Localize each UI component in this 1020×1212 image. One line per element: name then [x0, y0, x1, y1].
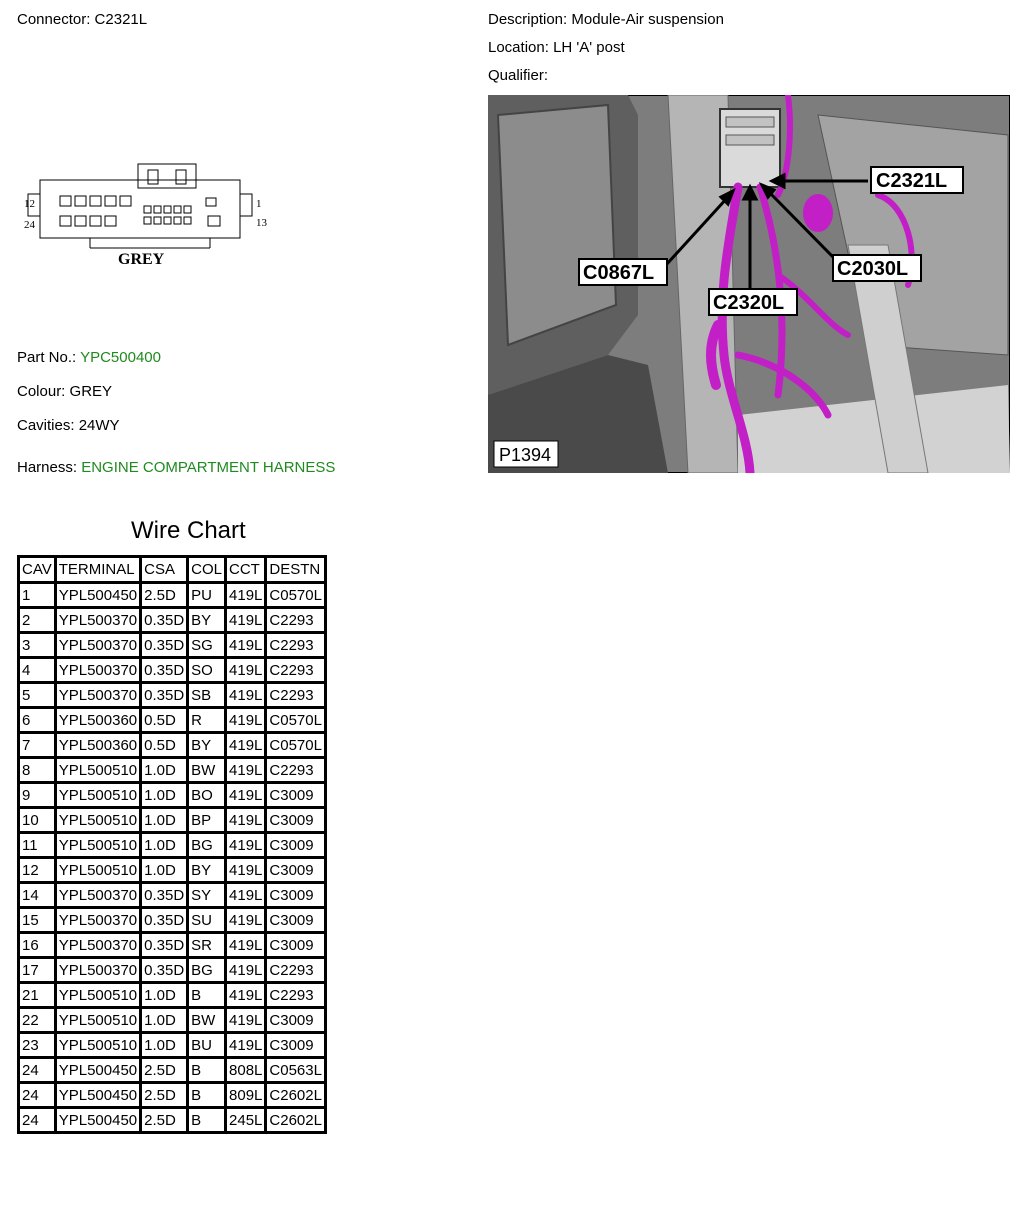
table-row: [19, 608, 326, 633]
table-row: [19, 758, 326, 783]
pin-label-13: 13: [256, 217, 267, 229]
cell-terminal: YPL500450: [55, 1108, 140, 1133]
harness-link[interactable]: ENGINE COMPARTMENT HARNESS: [81, 459, 336, 476]
cell-cct: 245L: [226, 1108, 266, 1133]
cell-cav: 17: [19, 958, 56, 983]
cell-cav: 21: [19, 983, 56, 1008]
cell-cav: 24: [19, 1108, 56, 1133]
cell-cav: 7: [19, 733, 56, 758]
cell-cav: 5: [19, 683, 56, 708]
cell-csa: 0.35D: [141, 883, 188, 908]
cell-cct: 419L: [226, 883, 266, 908]
connector-value: C2321L: [94, 11, 148, 28]
cell-cct: 419L: [226, 808, 266, 833]
cell-col: BY: [188, 733, 226, 758]
cell-csa: 1.0D: [141, 983, 188, 1008]
pin-label-1: 1: [256, 198, 262, 210]
table-row: [19, 958, 326, 983]
cell-cav: 10: [19, 808, 56, 833]
cavities-label: Cavities:: [17, 417, 75, 434]
cell-destn: C2293: [266, 683, 326, 708]
cell-csa: 2.5D: [141, 1083, 188, 1108]
cell-cct: 419L: [226, 608, 266, 633]
cell-cct: 419L: [226, 733, 266, 758]
cell-cct: 419L: [226, 658, 266, 683]
cell-terminal: YPL500510: [55, 1008, 140, 1033]
cell-cct: 419L: [226, 1008, 266, 1033]
cell-csa: 1.0D: [141, 833, 188, 858]
cell-destn: C3009: [266, 1008, 326, 1033]
colour-field: [17, 383, 112, 400]
cell-col: BP: [188, 808, 226, 833]
cell-csa: 2.5D: [141, 583, 188, 608]
table-row: [19, 633, 326, 658]
cell-col: SR: [188, 933, 226, 958]
cell-csa: 1.0D: [141, 1033, 188, 1058]
cell-cav: 8: [19, 758, 56, 783]
table-row: [19, 783, 326, 808]
column-header-cct: CCT: [226, 557, 266, 583]
table-row: [19, 833, 326, 858]
cell-col: BY: [188, 858, 226, 883]
callout-c2320l: C2320L: [713, 292, 785, 314]
table-row: [19, 583, 326, 608]
cell-cct: 419L: [226, 583, 266, 608]
cell-cct: 419L: [226, 1033, 266, 1058]
cell-cav: 23: [19, 1033, 56, 1058]
cell-destn: C2293: [266, 983, 326, 1008]
connector-face-diagram: [20, 160, 270, 270]
table-row: [19, 883, 326, 908]
wire-chart-table: [17, 555, 327, 1134]
harness-label: Harness:: [17, 459, 78, 476]
cell-destn: C3009: [266, 908, 326, 933]
cell-cct: 419L: [226, 833, 266, 858]
column-header-cav: CAV: [19, 557, 56, 583]
part-number-link[interactable]: YPC500400: [80, 349, 161, 366]
column-header-destn: DESTN: [266, 557, 326, 583]
table-row: [19, 1083, 326, 1108]
cell-col: BO: [188, 783, 226, 808]
description-value: Module-Air suspension: [571, 11, 724, 28]
cell-terminal: YPL500510: [55, 1033, 140, 1058]
cell-cav: 1: [19, 583, 56, 608]
pin-label-12: 12: [24, 198, 35, 210]
cell-destn: C3009: [266, 858, 326, 883]
cell-csa: 2.5D: [141, 1108, 188, 1133]
cell-terminal: YPL500360: [55, 708, 140, 733]
cell-csa: 0.5D: [141, 708, 188, 733]
table-row: [19, 658, 326, 683]
cell-destn: C3009: [266, 883, 326, 908]
colour-label: Colour:: [17, 383, 66, 400]
table-row: [19, 1008, 326, 1033]
cell-cct: 419L: [226, 783, 266, 808]
cell-cav: 6: [19, 708, 56, 733]
photo-ref: P1394: [499, 445, 552, 465]
location-label: Location:: [488, 39, 549, 56]
cell-col: SU: [188, 908, 226, 933]
pin-label-24: 24: [24, 219, 35, 231]
air-suspension-module: [720, 109, 780, 187]
cell-terminal: YPL500370: [55, 958, 140, 983]
cell-col: SB: [188, 683, 226, 708]
cell-cav: 4: [19, 658, 56, 683]
cell-terminal: YPL500370: [55, 883, 140, 908]
table-row: [19, 983, 326, 1008]
cell-destn: C2293: [266, 633, 326, 658]
table-row: [19, 858, 326, 883]
location-value: LH 'A' post: [553, 39, 625, 56]
cell-cct: 419L: [226, 933, 266, 958]
cell-terminal: YPL500360: [55, 733, 140, 758]
wire-chart-header-row: [19, 557, 326, 583]
cell-col: BW: [188, 1008, 226, 1033]
cell-destn: C2293: [266, 608, 326, 633]
cell-destn: C0570L: [266, 733, 326, 758]
cell-col: B: [188, 1058, 226, 1083]
cell-terminal: YPL500370: [55, 908, 140, 933]
cell-destn: C0563L: [266, 1058, 326, 1083]
cell-cct: 419L: [226, 958, 266, 983]
connector-housing: [40, 180, 240, 238]
harness-field: [17, 459, 335, 476]
cell-destn: C0570L: [266, 583, 326, 608]
cell-col: BG: [188, 833, 226, 858]
cell-destn: C2602L: [266, 1083, 326, 1108]
cell-col: B: [188, 1083, 226, 1108]
column-header-csa: CSA: [141, 557, 188, 583]
description-field: [488, 11, 724, 28]
cell-cav: 11: [19, 833, 56, 858]
cell-col: BW: [188, 758, 226, 783]
cell-cct: 808L: [226, 1058, 266, 1083]
cell-cct: 419L: [226, 683, 266, 708]
table-row: [19, 808, 326, 833]
cell-destn: C2602L: [266, 1108, 326, 1133]
table-row: [19, 933, 326, 958]
cell-col: BY: [188, 608, 226, 633]
column-header-terminal: TERMINAL: [55, 557, 140, 583]
cell-terminal: YPL500450: [55, 1083, 140, 1108]
cell-terminal: YPL500510: [55, 783, 140, 808]
cell-csa: 0.35D: [141, 658, 188, 683]
cell-cct: 419L: [226, 758, 266, 783]
cell-cct: 419L: [226, 908, 266, 933]
cell-cav: 22: [19, 1008, 56, 1033]
diagram-caption: GREY: [118, 251, 165, 268]
cell-col: SY: [188, 883, 226, 908]
cell-terminal: YPL500510: [55, 983, 140, 1008]
cell-csa: 1.0D: [141, 758, 188, 783]
cell-csa: 1.0D: [141, 1008, 188, 1033]
callout-c0867l: C0867L: [583, 262, 655, 284]
connector-field: [17, 11, 147, 28]
wire-chart-body: [19, 583, 326, 1133]
cell-cav: 24: [19, 1058, 56, 1083]
table-row: [19, 1108, 326, 1133]
cell-cav: 16: [19, 933, 56, 958]
callout-c2321l: C2321L: [876, 170, 948, 192]
cell-terminal: YPL500370: [55, 658, 140, 683]
qualifier-label: Qualifier:: [488, 67, 549, 84]
cell-terminal: YPL500370: [55, 633, 140, 658]
cell-terminal: YPL500370: [55, 608, 140, 633]
cell-cav: 15: [19, 908, 56, 933]
cell-cav: 14: [19, 883, 56, 908]
cell-csa: 0.35D: [141, 958, 188, 983]
cell-csa: 0.35D: [141, 933, 188, 958]
cell-cct: 419L: [226, 708, 266, 733]
cell-col: SG: [188, 633, 226, 658]
cell-terminal: YPL500370: [55, 933, 140, 958]
cell-csa: 1.0D: [141, 808, 188, 833]
cell-terminal: YPL500370: [55, 683, 140, 708]
cell-terminal: YPL500510: [55, 808, 140, 833]
table-row: [19, 733, 326, 758]
cell-destn: C3009: [266, 833, 326, 858]
cell-cct: 419L: [226, 633, 266, 658]
connector-label: Connector:: [17, 11, 91, 28]
wire-chart-title: Wire Chart: [131, 517, 246, 544]
callout-c2030l: C2030L: [837, 258, 909, 280]
table-row: [19, 1033, 326, 1058]
cell-col: R: [188, 708, 226, 733]
part-number-field: [17, 349, 161, 366]
cell-destn: C3009: [266, 933, 326, 958]
cell-csa: 0.5D: [141, 733, 188, 758]
cell-destn: C0570L: [266, 708, 326, 733]
cell-terminal: YPL500510: [55, 833, 140, 858]
cell-cav: 12: [19, 858, 56, 883]
cell-col: BG: [188, 958, 226, 983]
table-row: [19, 708, 326, 733]
cell-col: SO: [188, 658, 226, 683]
cell-destn: C2293: [266, 958, 326, 983]
table-row: [19, 683, 326, 708]
cell-destn: C3009: [266, 1033, 326, 1058]
cell-terminal: YPL500510: [55, 758, 140, 783]
cell-cav: 3: [19, 633, 56, 658]
cell-destn: C2293: [266, 758, 326, 783]
cell-csa: 0.35D: [141, 608, 188, 633]
cell-col: PU: [188, 583, 226, 608]
cell-csa: 0.35D: [141, 683, 188, 708]
cell-csa: 0.35D: [141, 908, 188, 933]
colour-value: GREY: [69, 383, 113, 400]
cavities-value: 24WY: [78, 417, 120, 434]
cell-csa: 2.5D: [141, 1058, 188, 1083]
location-photo: [488, 95, 1010, 473]
qualifier-field: [488, 67, 548, 84]
cell-terminal: YPL500450: [55, 583, 140, 608]
cell-cav: 24: [19, 1083, 56, 1108]
cell-cav: 9: [19, 783, 56, 808]
column-header-col: COL: [188, 557, 226, 583]
cell-col: BU: [188, 1033, 226, 1058]
cell-csa: 1.0D: [141, 783, 188, 808]
cell-csa: 1.0D: [141, 858, 188, 883]
cavities-field: [17, 417, 120, 434]
table-row: [19, 908, 326, 933]
cell-terminal: YPL500450: [55, 1058, 140, 1083]
cell-destn: C3009: [266, 808, 326, 833]
table-row: [19, 1058, 326, 1083]
cell-destn: C2293: [266, 658, 326, 683]
cell-cct: 419L: [226, 858, 266, 883]
cell-terminal: YPL500510: [55, 858, 140, 883]
cell-cct: 809L: [226, 1083, 266, 1108]
part-number-label: Part No.:: [17, 349, 77, 366]
cell-cav: 2: [19, 608, 56, 633]
cell-col: B: [188, 1108, 226, 1133]
cell-destn: C3009: [266, 783, 326, 808]
cell-col: B: [188, 983, 226, 1008]
location-field: [488, 39, 625, 56]
cell-csa: 0.35D: [141, 633, 188, 658]
description-label: Description:: [488, 11, 568, 28]
cell-cct: 419L: [226, 983, 266, 1008]
connector-latch: [138, 164, 196, 188]
